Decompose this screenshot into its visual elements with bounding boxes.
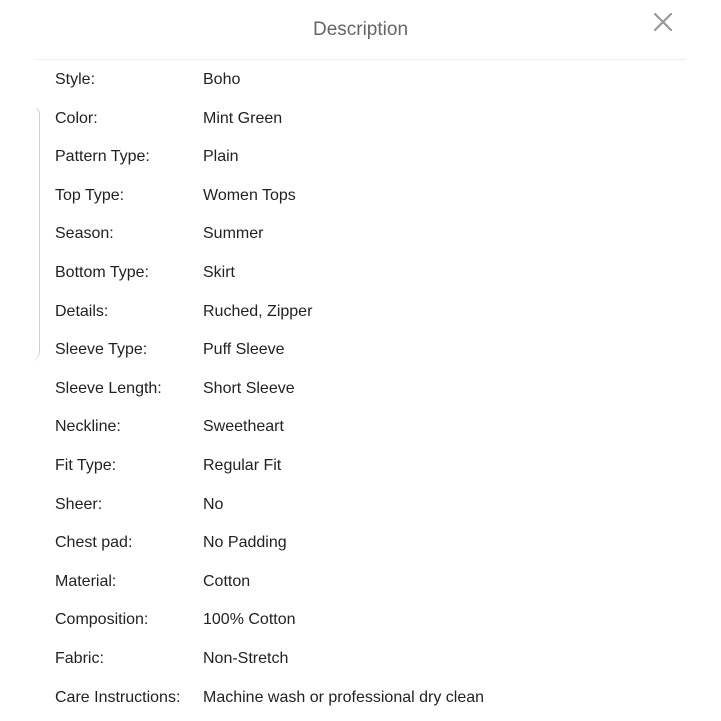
spec-label: Material: — [55, 572, 117, 590]
spec-label: Details: — [55, 302, 109, 320]
spec-row-pattern-type — [0, 136, 721, 175]
spec-label: Color: — [55, 109, 98, 127]
spec-label: Fabric: — [55, 649, 104, 667]
spec-label: Pattern Type: — [55, 148, 150, 166]
spec-row-fit-type — [0, 445, 721, 484]
spec-value: 100% Cotton — [203, 611, 296, 629]
spec-row-fabric — [0, 638, 721, 677]
close-icon[interactable] — [651, 10, 675, 34]
spec-label: Sheer: — [55, 495, 103, 513]
spec-label: Season: — [55, 225, 114, 243]
spec-row-care-instructions — [0, 677, 721, 716]
spec-value: No — [203, 495, 224, 513]
spec-value: Women Tops — [203, 186, 296, 204]
spec-value: Machine wash or professional dry clean — [203, 688, 485, 706]
spec-value: Short Sleeve — [203, 379, 295, 397]
spec-value: Plain — [203, 148, 239, 166]
spec-row-composition — [0, 599, 721, 638]
spec-row-sleeve-length — [0, 368, 721, 407]
modal-header — [0, 0, 721, 59]
spec-label: Sleeve Length: — [55, 379, 162, 397]
spec-row-chest-pad — [0, 522, 721, 561]
spec-label: Neckline: — [55, 418, 121, 436]
spec-value: Ruched, Zipper — [203, 302, 313, 320]
spec-label: Fit Type: — [55, 456, 117, 474]
spec-label: Composition: — [55, 611, 149, 629]
spec-label: Chest pad: — [55, 534, 133, 552]
spec-value: Puff Sleeve — [203, 341, 285, 359]
spec-label: Care Instructions: — [55, 688, 181, 706]
spec-row-top-type — [0, 175, 721, 214]
spec-value: Mint Green — [203, 109, 283, 127]
spec-value: Sweetheart — [203, 418, 284, 436]
spec-row-neckline — [0, 406, 721, 445]
spec-label: Top Type: — [55, 186, 125, 204]
spec-row-bottom-type — [0, 252, 721, 291]
spec-label: Bottom Type: — [55, 263, 149, 281]
spec-value: Summer — [203, 225, 264, 243]
spec-value: Cotton — [203, 572, 251, 590]
spec-row-season — [0, 213, 721, 252]
spec-row-details — [0, 291, 721, 330]
spec-row-sleeve-type — [0, 329, 721, 368]
close-button[interactable] — [651, 10, 675, 34]
spec-value: Non-Stretch — [203, 649, 289, 667]
spec-row-material — [0, 561, 721, 600]
spec-value: Regular Fit — [203, 456, 282, 474]
spec-row-sheer — [0, 484, 721, 523]
spec-value: No Padding — [203, 534, 287, 552]
spec-label: Style: — [55, 71, 96, 88]
spec-row-style — [0, 59, 721, 98]
spec-label: Sleeve Type: — [55, 341, 148, 359]
spec-value: Boho — [203, 71, 241, 88]
spec-row-color — [0, 98, 721, 137]
spec-list[interactable] — [0, 59, 721, 715]
spec-value: Skirt — [203, 263, 235, 281]
modal-title: Description — [312, 19, 409, 40]
